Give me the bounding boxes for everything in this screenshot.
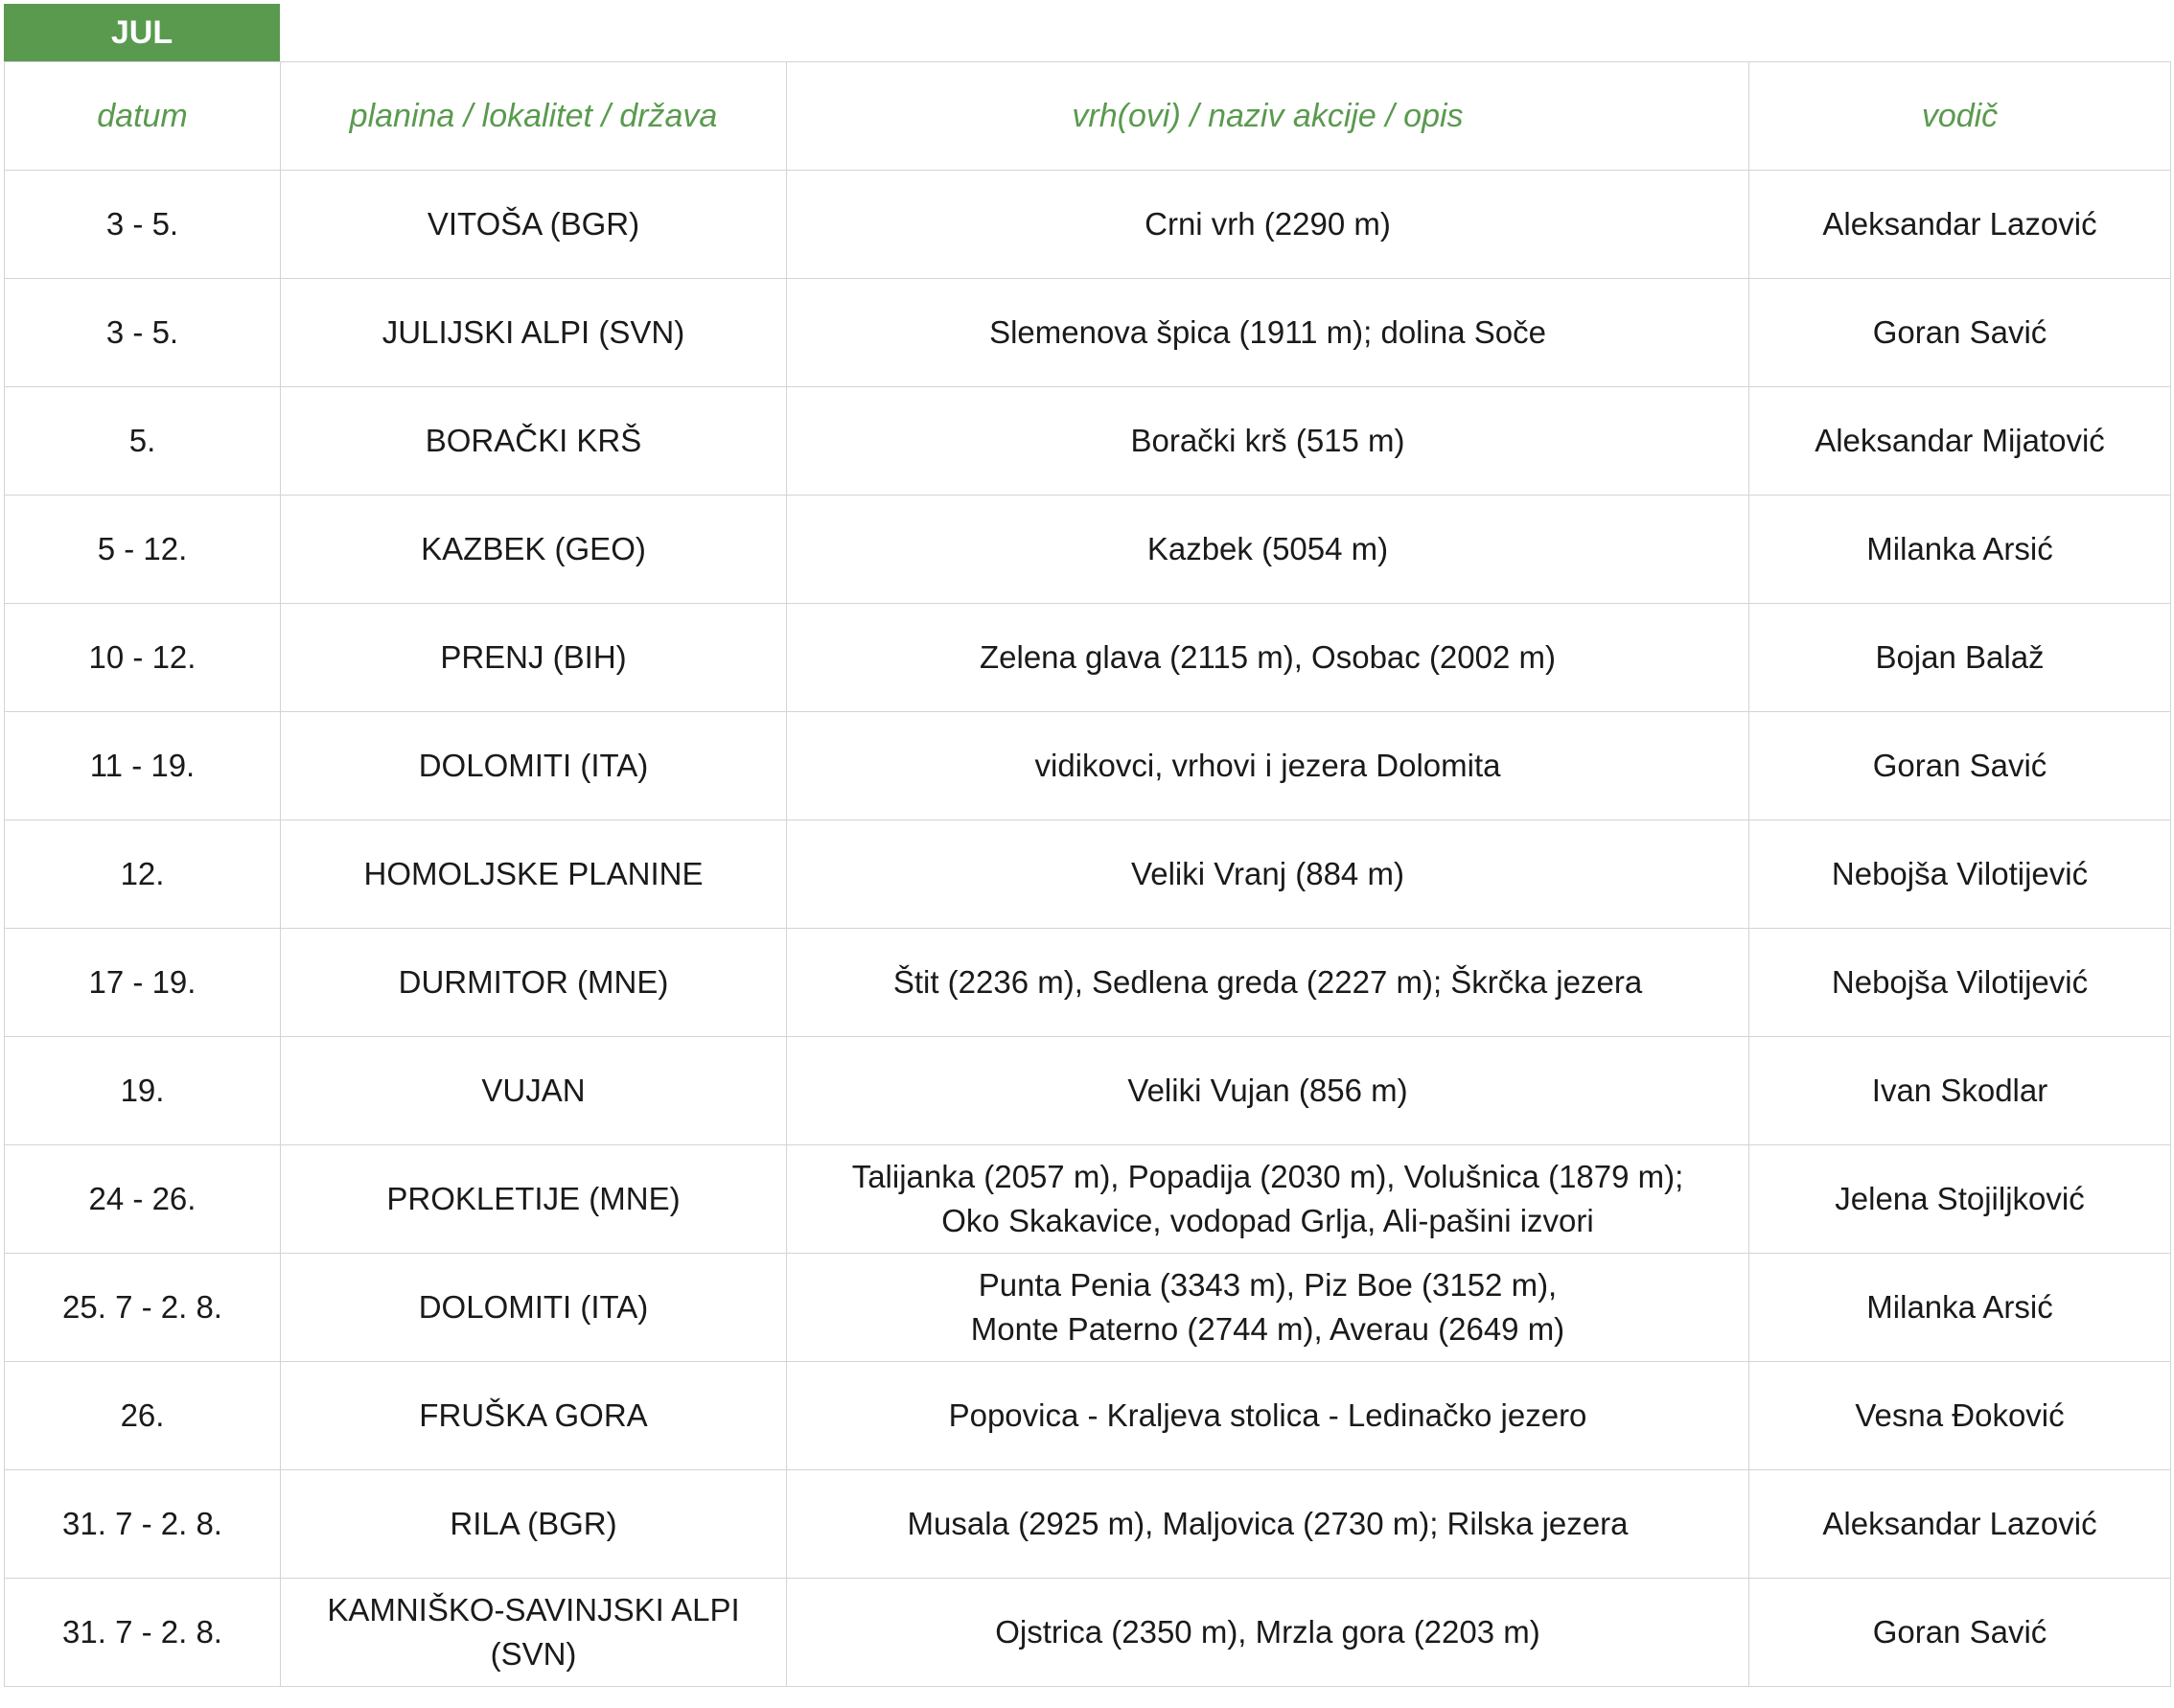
description-line: Štit (2236 m), Sedlena greda (2227 m); Škrčka jezera	[892, 964, 1643, 1000]
cell-description	[787, 604, 1749, 712]
cell-place: DOLOMITI (ITA)	[281, 1254, 787, 1362]
cell-guide: Nebojša Vilotijević	[1749, 929, 2171, 1037]
cell-place: PRENJ (BIH)	[281, 604, 787, 712]
header-place: planina / lokalitet / država	[281, 62, 787, 171]
table-row	[5, 496, 2171, 604]
cell-place: VITOŠA (BGR)	[281, 171, 787, 279]
cell-description	[787, 1145, 1749, 1254]
cell-date: 12.	[5, 820, 281, 929]
cell-date: 31. 7 - 2. 8.	[5, 1470, 281, 1579]
description-line: Ojstrica (2350 m), Mrzla gora (2203 m)	[995, 1614, 1540, 1650]
month-tab	[4, 4, 280, 61]
cell-place: RILA (BGR)	[281, 1470, 787, 1579]
description-line: Zelena glava (2115 m), Osobac (2002 m)	[979, 639, 1556, 675]
cell-guide: Goran Savić	[1749, 1579, 2171, 1687]
table-row	[5, 820, 2171, 929]
cell-date: 24 - 26.	[5, 1145, 281, 1254]
description-line: Musala (2925 m), Maljovica (2730 m); Rilska jezera	[907, 1506, 1629, 1541]
description-line: Kazbek (5054 m)	[1146, 531, 1389, 566]
cell-place: KAZBEK (GEO)	[281, 496, 787, 604]
cell-place: KAMNIŠKO-SAVINJSKI ALPI (SVN)	[281, 1579, 787, 1687]
cell-description	[787, 279, 1749, 387]
cell-guide: Ivan Skodlar	[1749, 1037, 2171, 1145]
cell-date: 3 - 5.	[5, 171, 281, 279]
cell-description	[787, 1254, 1749, 1362]
cell-date: 5 - 12.	[5, 496, 281, 604]
cell-guide: Goran Savić	[1749, 712, 2171, 820]
cell-guide: Milanka Arsić	[1749, 496, 2171, 604]
cell-place: JULIJSKI ALPI (SVN)	[281, 279, 787, 387]
description-line: Veliki Vranj (884 m)	[1131, 856, 1404, 891]
header-row	[5, 62, 2171, 171]
cell-guide: Nebojša Vilotijević	[1749, 820, 2171, 929]
cell-place: DURMITOR (MNE)	[281, 929, 787, 1037]
table-row	[5, 1362, 2171, 1470]
cell-date: 17 - 19.	[5, 929, 281, 1037]
description-line: Talijanka (2057 m), Popadija (2030 m), Volušnica (1879 m);	[851, 1159, 1684, 1194]
description-line: Punta Penia (3343 m), Piz Boe (3152 m),	[978, 1267, 1558, 1303]
cell-place: PROKLETIJE (MNE)	[281, 1145, 787, 1254]
cell-description	[787, 712, 1749, 820]
cell-guide: Aleksandar Mijatović	[1749, 387, 2171, 496]
description-line: vidikovci, vrhovi i jezera Dolomita	[1034, 748, 1501, 783]
table-row	[5, 171, 2171, 279]
cell-guide: Aleksandar Lazović	[1749, 1470, 2171, 1579]
cell-place: FRUŠKA GORA	[281, 1362, 787, 1470]
description-line: Monte Paterno (2744 m), Averau (2649 m)	[970, 1311, 1565, 1347]
table-row	[5, 929, 2171, 1037]
cell-guide: Aleksandar Lazović	[1749, 171, 2171, 279]
cell-place: DOLOMITI (ITA)	[281, 712, 787, 820]
cell-date: 25. 7 - 2. 8.	[5, 1254, 281, 1362]
cell-place: BORAČKI KRŠ	[281, 387, 787, 496]
table-row	[5, 1579, 2171, 1687]
description-line: Slemenova špica (1911 m); dolina Soče	[989, 314, 1546, 350]
cell-date: 31. 7 - 2. 8.	[5, 1579, 281, 1687]
cell-description	[787, 496, 1749, 604]
header-description: vrh(ovi) / naziv akcije / opis	[787, 62, 1749, 171]
schedule-table	[4, 61, 2171, 1687]
table-row	[5, 1470, 2171, 1579]
header-guide: vodič	[1749, 62, 2171, 171]
cell-guide: Goran Savić	[1749, 279, 2171, 387]
cell-place: VUJAN	[281, 1037, 787, 1145]
table-row	[5, 1254, 2171, 1362]
cell-place: HOMOLJSKE PLANINE	[281, 820, 787, 929]
description-line: Popovica - Kraljeva stolica - Ledinačko jezero	[948, 1397, 1587, 1433]
cell-date: 11 - 19.	[5, 712, 281, 820]
cell-guide: Jelena Stojiljković	[1749, 1145, 2171, 1254]
cell-description	[787, 1470, 1749, 1579]
cell-description	[787, 171, 1749, 279]
cell-description	[787, 1579, 1749, 1687]
description-line: Oko Skakavice, vodopad Grlja, Ali-pašini izvori	[941, 1203, 1594, 1238]
description-line: Borački krš (515 m)	[1130, 423, 1405, 458]
description-line: Veliki Vujan (856 m)	[1127, 1073, 1408, 1108]
cell-description	[787, 387, 1749, 496]
cell-date: 5.	[5, 387, 281, 496]
table-row	[5, 279, 2171, 387]
cell-description	[787, 1037, 1749, 1145]
cell-date: 3 - 5.	[5, 279, 281, 387]
cell-date: 26.	[5, 1362, 281, 1470]
schedule-body	[5, 171, 2171, 1687]
table-row	[5, 604, 2171, 712]
cell-description	[787, 820, 1749, 929]
cell-date: 10 - 12.	[5, 604, 281, 712]
cell-description	[787, 1362, 1749, 1470]
table-row	[5, 712, 2171, 820]
table-row	[5, 1145, 2171, 1254]
cell-guide: Milanka Arsić	[1749, 1254, 2171, 1362]
table-row	[5, 1037, 2171, 1145]
description-line: Crni vrh (2290 m)	[1145, 206, 1391, 242]
month-label: JUL	[110, 13, 173, 51]
cell-guide: Vesna Đoković	[1749, 1362, 2171, 1470]
header-date: datum	[5, 62, 281, 171]
cell-date: 19.	[5, 1037, 281, 1145]
cell-description	[787, 929, 1749, 1037]
cell-guide: Bojan Balaž	[1749, 604, 2171, 712]
table-row	[5, 387, 2171, 496]
